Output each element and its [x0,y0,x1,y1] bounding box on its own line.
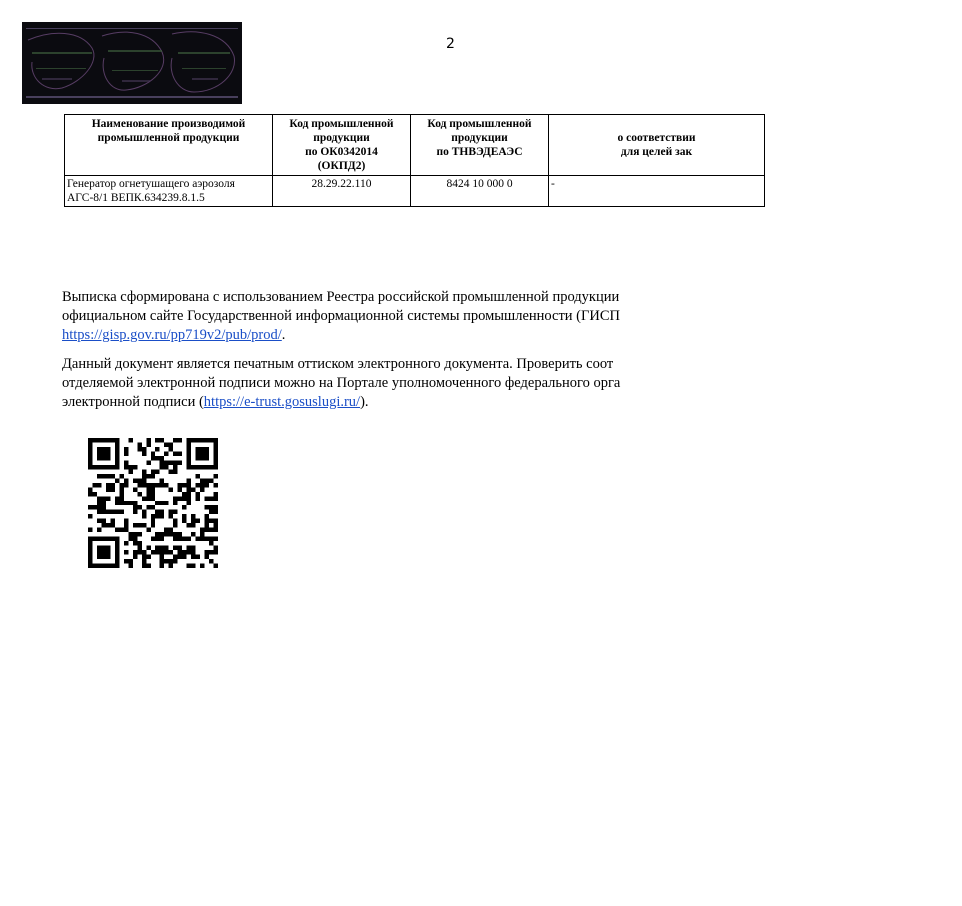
header-okpd2-code: Код промышленной продукции по ОК0342014 (ОКПД2) [273,115,411,176]
header-product-name: Наименование производимой промышленной продукции [65,115,273,176]
paragraph-line: https://gisp.gov.ru/pp719v2/pub/prod/. [62,327,286,343]
table-row [65,176,765,207]
stamp-pattern-icon [22,22,242,104]
e-trust-link[interactable]: https://e-trust.gosuslugi.ru/ [203,394,361,410]
paragraph-line: электронной подписи (https://e-trust.gosuslugi.ru/). [62,394,369,410]
paragraph-line: официальном сайте Государственной информационной системы промышленности (ГИСП [62,308,620,324]
product-table-container [64,114,696,207]
paragraph-line: Выписка сформирована с использованием Реестра российской промышленной продукции [62,289,620,305]
signature-stamp-image [22,22,242,104]
header-tnved-code: Код промышленной продукции по ТНВЭДЕАЭС [411,115,549,176]
header-conformity: о соответствии для целей зак [549,115,765,176]
table-header-row [65,115,765,176]
paragraph-line: отделяемой электронной подписи можно на Портале уполномоченного федерального орга [62,375,621,391]
cell-conformity: - [549,176,765,207]
cell-product-name: Генератор огнетушащего аэрозоля АГС-8/1 ВЕПК.634239.8.1.5 [65,176,273,207]
cell-tnved-code: 8424 10 000 0 [411,176,549,207]
qr-code-icon [88,438,218,568]
gisp-registry-link[interactable]: https://gisp.gov.ru/pp719v2/pub/prod/ [62,327,282,343]
product-table [64,114,765,207]
registry-extract-paragraph [62,288,962,345]
page-number: 2 [446,36,455,52]
e-signature-paragraph [62,355,962,412]
cell-okpd2-code: 28.29.22.110 [273,176,411,207]
paragraph-line: Данный документ является печатным оттиском электронного документа. Проверить соот [62,356,614,372]
